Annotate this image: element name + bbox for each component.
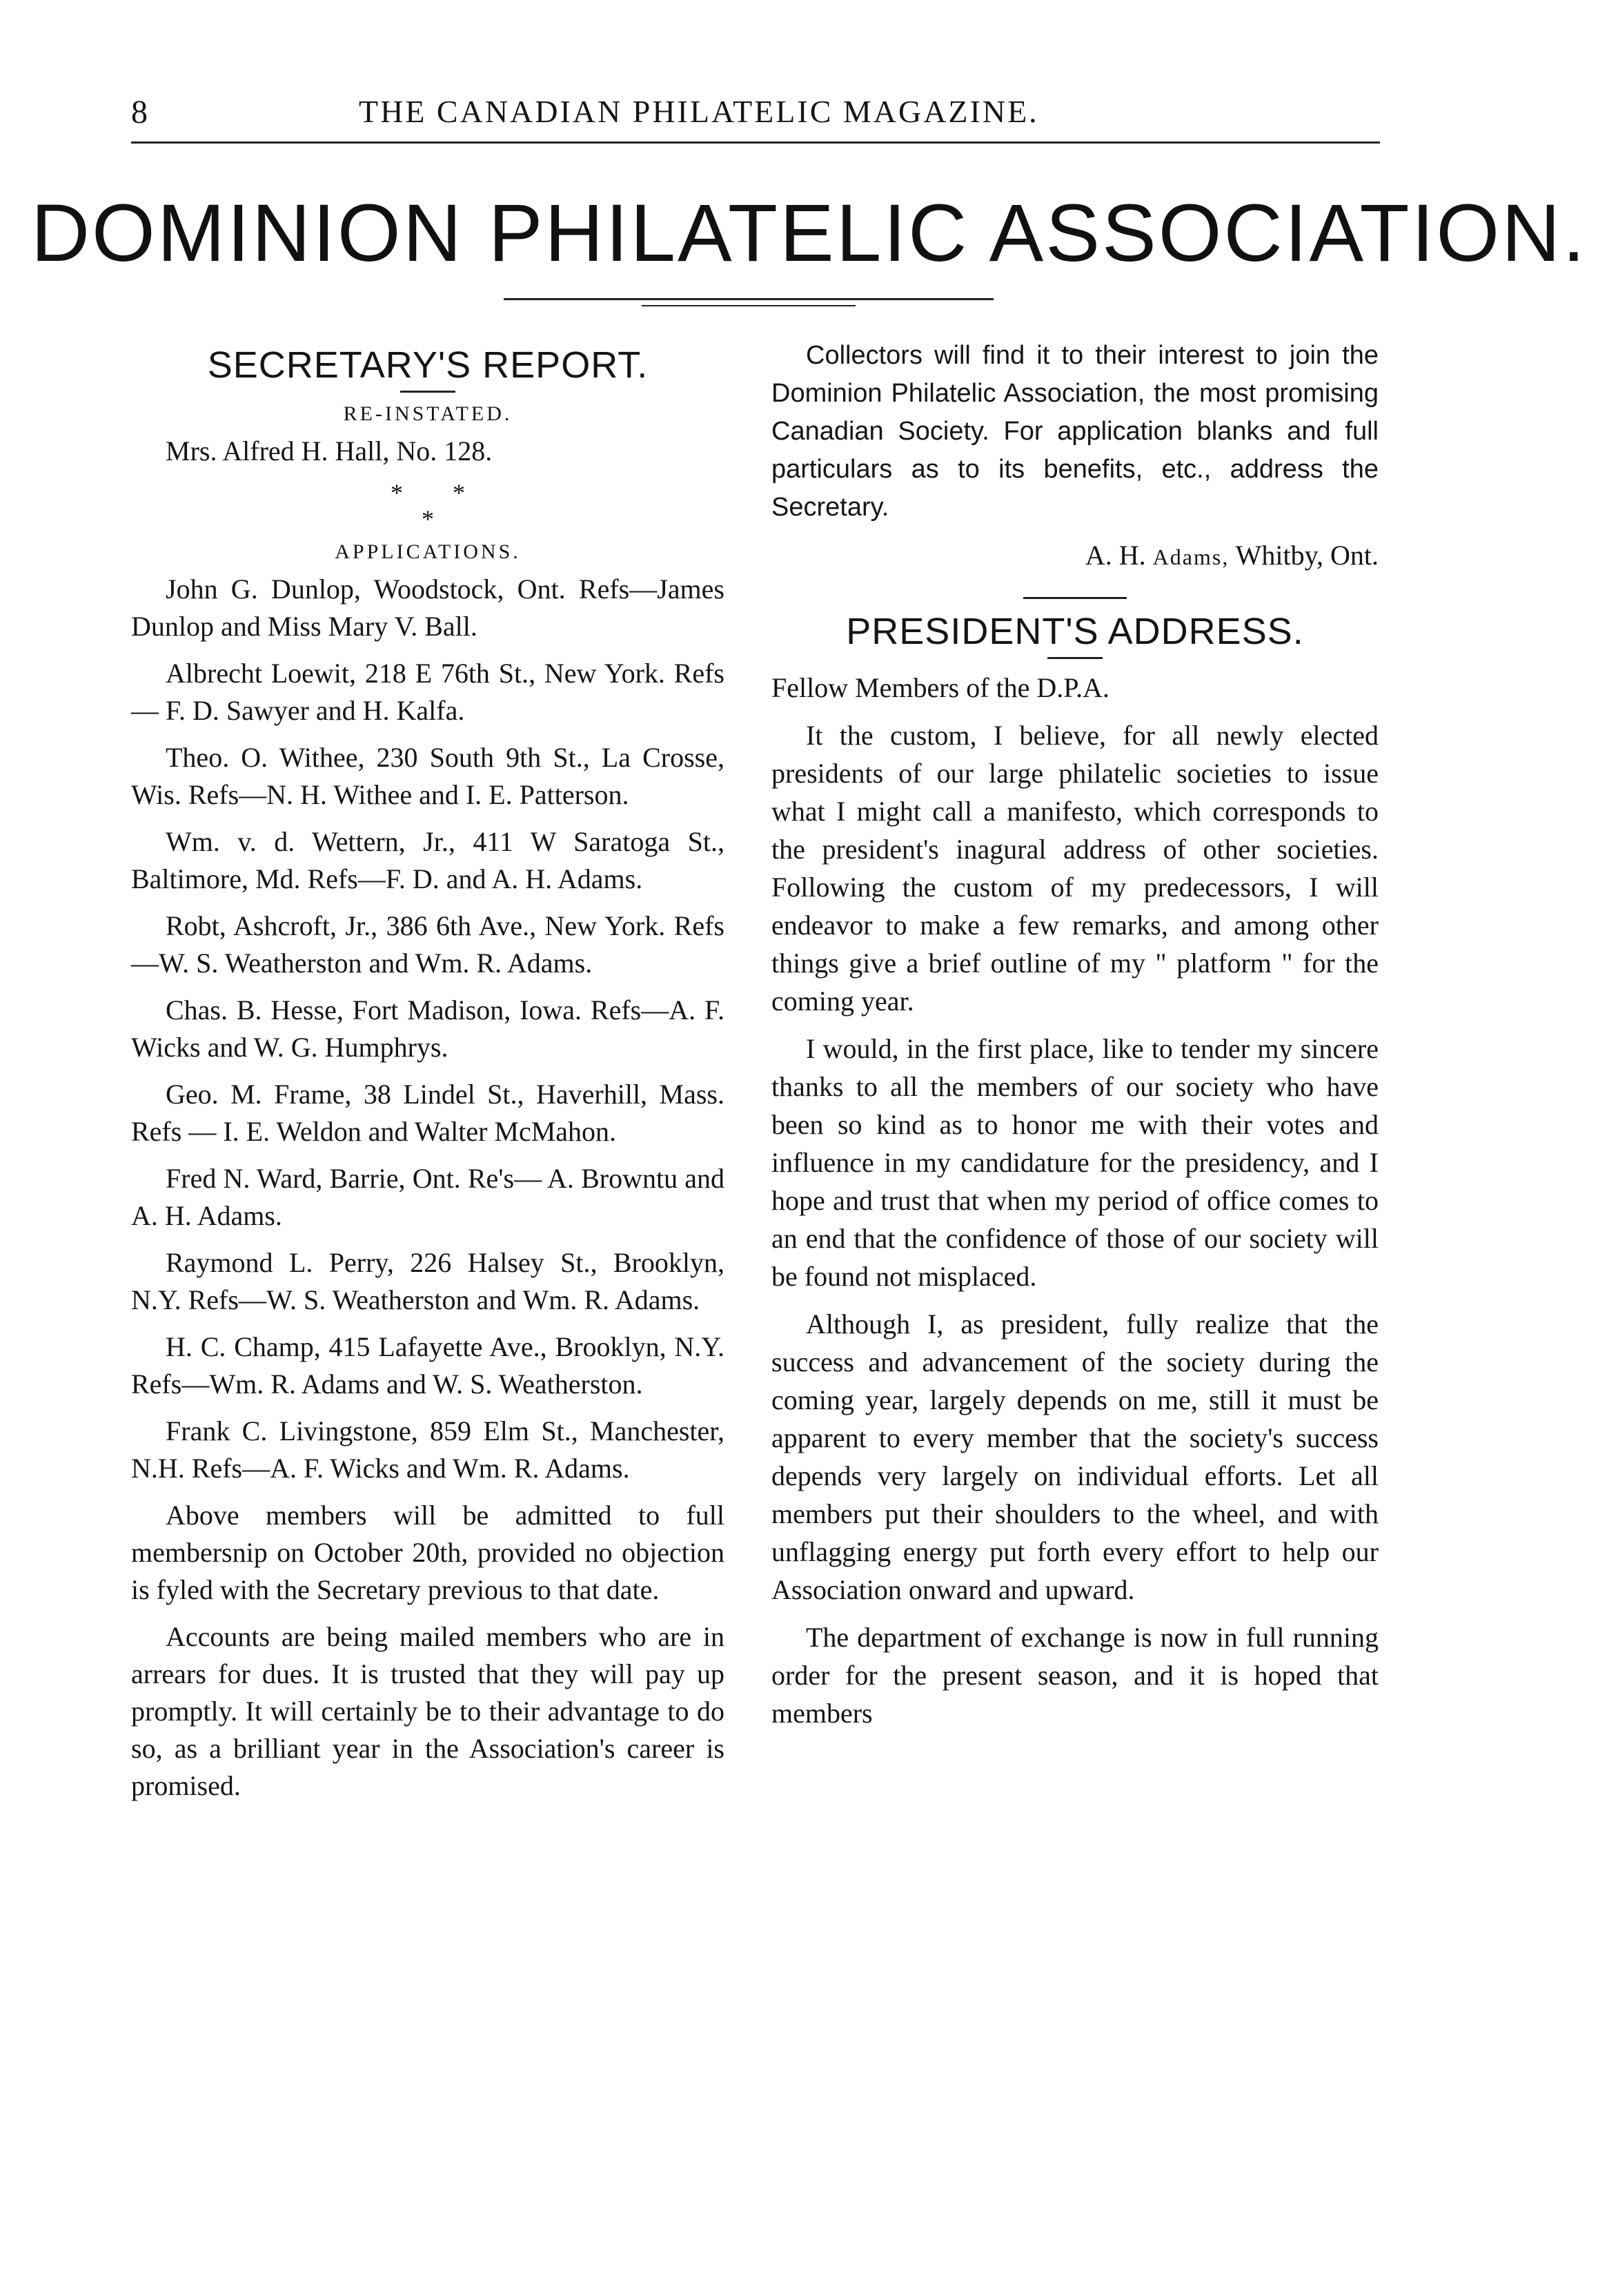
address-paragraph: It the custom, I believe, for all newly elected presidents of our large philatelic societies to issue what I might call a manifesto, which corresponds to the president's inagural address of other societies. Following the custom of my predecessors, I will endeavor to make a few remarks, and among other things give a brief outline of my " platform " for the coming year. (771, 720, 1379, 1017)
applications-heading: APPLICATIONS. (335, 540, 521, 563)
application-entry: Theo. O. Withee, 230 South 9th St., La Crosse, Wis. Refs—N. H. Withee and I. E. Patterson. (131, 742, 724, 810)
star: * (422, 505, 434, 533)
running-header (131, 93, 1380, 143)
left-column (131, 337, 724, 1814)
application-entry: H. C. Champ, 415 Lafayette Ave., Brooklyn, N.Y. Refs—Wm. R. Adams and W. S. Weatherston. (131, 1331, 724, 1400)
application-entry: Wm. v. d. Wettern, Jr., 411 W Saratoga St., Baltimore, Md. Refs—F. D. and A. H. Adams. (131, 826, 724, 894)
section-rule (1023, 597, 1127, 599)
page-number: 8 (131, 94, 148, 130)
application-entry: Geo. M. Frame, 38 Lindel St., Haverhill, Mass. Refs — I. E. Weldon and Walter McMahon. (131, 1079, 724, 1147)
magazine-title: THE CANADIAN PHILATELIC MAGAZINE. (359, 94, 1039, 129)
signature-initials: A. H. (1085, 540, 1146, 571)
application-entry: Frank C. Livingstone, 859 Elm St., Manchester, N.H. Refs—A. F. Wicks and Wm. R. Adams. (131, 1415, 724, 1484)
header-rule (131, 141, 1380, 144)
section-rule (400, 391, 455, 393)
title-rule (504, 298, 994, 300)
address-paragraph: The department of exchange is now in full running order for the present season, and it is hoped that members (771, 1622, 1379, 1729)
president-address-heading: PRESIDENT'S ADDRESS. (846, 611, 1304, 652)
signature-place: Whitby, Ont. (1235, 540, 1379, 571)
right-column (771, 337, 1379, 1742)
reinstated-heading: RE-INSTATED. (343, 402, 513, 425)
application-entry: John G. Dunlop, Woodstock, Ont. Refs—James Dunlop and Miss Mary V. Ball. (131, 573, 724, 642)
secretary-signature (771, 536, 1379, 576)
star: * (453, 479, 465, 507)
title-rule-short (642, 305, 856, 306)
application-entry: Chas. B. Hesse, Fort Madison, Iowa. Refs—A. F. Wicks and W. G. Humphrys. (131, 994, 724, 1063)
asterism (131, 480, 724, 532)
star: * (391, 479, 403, 507)
signature-name: Adams, (1152, 544, 1230, 569)
application-entry: Albrecht Loewit, 218 E 76th St., New York. Refs — F. D. Sawyer and H. Kalfa. (131, 658, 724, 726)
collectors-notice: Collectors will find it to their interest to join the Dominion Philatelic Association, the most promising Canadian Society. For application blanks and full particulars as to its benefits, etc., address the Secretary. (771, 341, 1379, 522)
address-paragraph: Although I, as president, fully realize that the success and advancement of the society during the coming year, largely depends on me, still it must be apparent to every member that the society's success depends very largely on individual efforts. Let all members put their shoulders to the wheel, and with unflagging energy put forth every effort to help our Association onward and upward. (771, 1308, 1379, 1605)
page-title: DOMINION PHILATELIC ASSOCIATION. (30, 188, 1588, 279)
address-paragraph: I would, in the first place, like to tender my sincere thanks to all the members of our society who have been so kind as to honor me with their votes and influence in my candidature for the presidency, and I hope and trust that when my period of office comes to an end that the confidence of those of our society will be found not misplaced. (771, 1033, 1379, 1292)
application-entry: Fred N. Ward, Barrie, Ont. Re's— A. Browntu and A. H. Adams. (131, 1163, 724, 1231)
application-entry: Robt, Ashcroft, Jr., 386 6th Ave., New York. Refs—W. S. Weatherston and Wm. R. Adams. (131, 910, 724, 979)
application-entry: Raymond L. Perry, 226 Halsey St., Brooklyn, N.Y. Refs—W. S. Weatherston and Wm. R. Adams. (131, 1247, 724, 1315)
section-rule (1047, 657, 1103, 659)
salutation: Fellow Members of the D.P.A. (771, 672, 1109, 703)
accounts-notice: Accounts are being mailed members who are in arrears for dues. It is trusted that they will pay up promptly. It will certainly be to their advantage to do so, as a brilliant year in the Association's career is promised. (131, 1621, 724, 1801)
collectors-block (771, 337, 1379, 527)
secretary-report-heading: SECRETARY'S REPORT. (207, 344, 649, 386)
admission-notice: Above members will be admitted to full membersnip on October 20th, provided no objection is fyled with the Secretary previous to that date. (131, 1500, 724, 1605)
reinstated-member: Mrs. Alfred H. Hall, No. 128. (166, 435, 493, 467)
